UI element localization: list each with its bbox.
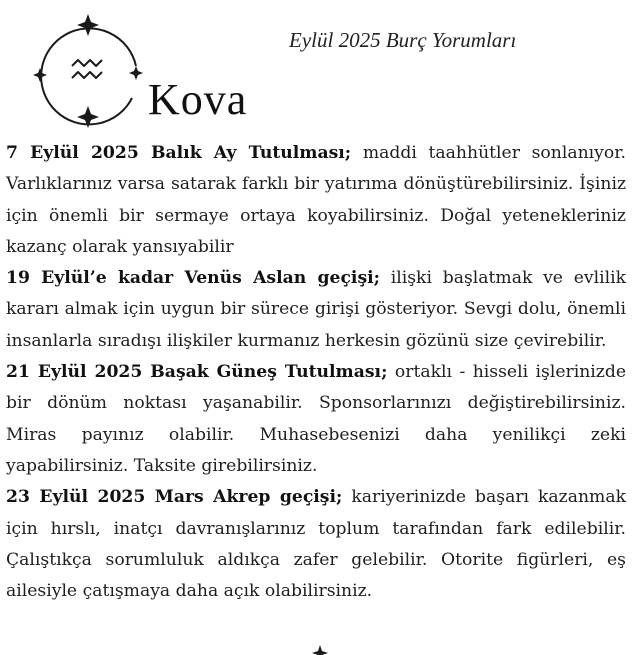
entry-text: kariyerinizde başarı kazanmak için hırslı, inatçı davranışlarınız toplum tarafından fark edilebilir. Çalıştıkça sorumluluk aldıkça zafer gelebilir. Otorite figürleri, eş ailesiyle çatışmaya daha açık olabilirsiniz.	[6, 487, 626, 602]
entry-heading: 21 Eylül 2025 Başak Güneş Tutulması;	[6, 362, 388, 383]
bottom-star-icon	[300, 645, 340, 655]
entry-paragraph	[6, 482, 626, 607]
entry-text: maddi taahhütler sonlanıyor. Varlıklarınız varsa satarak farklı bir yatırıma dönüştürebilirsiniz. İşiniz için önemli bir sermaye ortaya koyabilirsiniz. Doğal yetenekleriniz kazanç olarak yansıyabilir	[6, 143, 626, 257]
entry-text: ortaklı - hisseli işlerinizde bir dönüm noktası yaşanabilir. Sponsorlarınızı değiştirebilirsiniz. Miras payınız olabilir. Muhasebesenizi daha yenilikçi zeki yapabilirsiniz. Taksite girebilirsiniz.	[6, 362, 627, 476]
page-title: Eylül 2025 Burç Yorumları	[289, 28, 517, 52]
header	[0, 0, 640, 135]
entry-heading: 23 Eylül 2025 Mars Akrep geçişi;	[6, 487, 343, 508]
entry-paragraph	[6, 138, 626, 263]
entry-paragraph	[6, 263, 626, 357]
aquarius-emblem-icon	[28, 10, 148, 130]
horoscope-body	[6, 138, 626, 607]
entry-paragraph	[6, 357, 626, 482]
entry-heading: 7 Eylül 2025 Balık Ay Tutulması;	[6, 143, 352, 163]
entry-text: ilişki başlatmak ve evlilik kararı almak için uygun bir sürece girişi gösteriyor. Sevgi dolu, önemli insanlarla sıradışı ilişkiler kurmanız herkesin gözünü size çevirebilir.	[6, 268, 626, 351]
sign-name: Kova	[148, 75, 248, 124]
entry-heading: 19 Eylül’e kadar Venüs Aslan geçişi;	[6, 268, 381, 289]
